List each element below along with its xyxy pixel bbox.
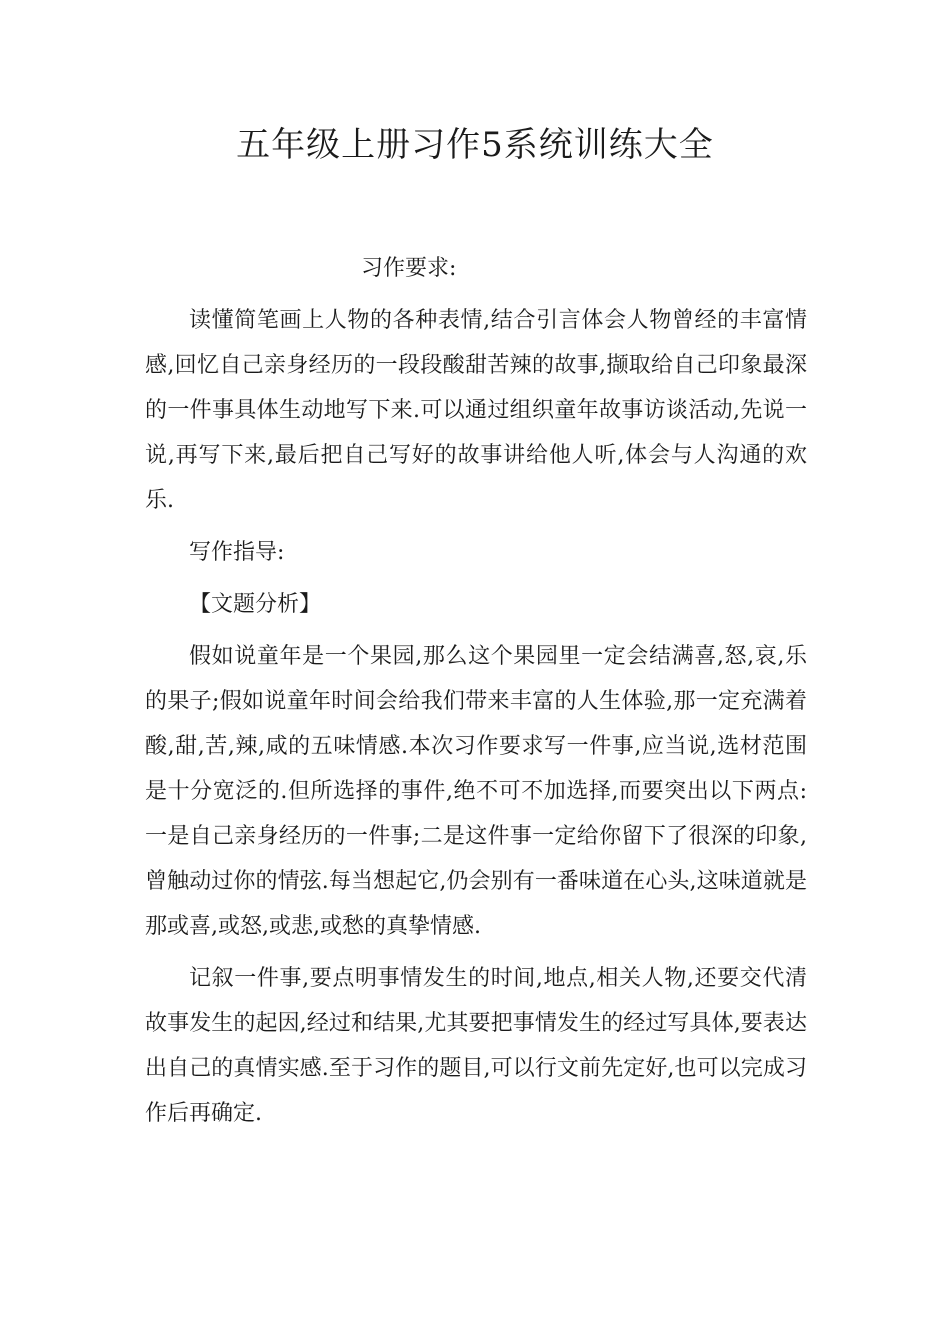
analysis-paragraph: 假如说童年是一个果园,那么这个果园里一定会结满喜,怒,哀,乐的果子;假如说童年时间会给我们带来丰富的人生体验,那一定充满着酸,甜,苦,辣,咸的五味情感.本次习作要求写一件事,应当说,选材范围是十分宽泛的.但所选择的事件,绝不可不加选择,而要突出以下两点:一是自己亲身经历的一件事;二是这件事一定给你留下了很深的印象,曾触动过你的情弦.每当想起它,仍会别有一番味道在心头,这味道就是那或喜,或怒,或悲,或愁的真挚情感.: [145, 644, 807, 939]
analysis-heading: 【文题分析】: [189, 592, 322, 617]
requirement-paragraph: 读懂简笔画上人物的各种表情,结合引言体会人物曾经的丰富情感,回忆自己亲身经历的一段段酸甜苦辣的故事,撷取给自己印象最深的一件事具体生动地写下来.可以通过组织童年故事访谈活动,先说一说,再写下来,最后把自己写好的故事讲给他人听,体会与人沟通的欢乐.: [145, 308, 807, 513]
document-title: 五年级上册习作5系统训练大全: [236, 125, 714, 165]
guide-heading: 写作指导:: [189, 540, 285, 565]
requirement-heading: 习作要求:: [361, 256, 457, 281]
narrative-paragraph: 记叙一件事,要点明事情发生的时间,地点,相关人物,还要交代清故事发生的起因,经过和结果,尤其要把事情发生的经过写具体,要表达出自己的真情实感.至于习作的题目,可以行文前先定好,也可以完成习作后再确定.: [145, 966, 807, 1126]
document-body: [145, 246, 807, 1143]
